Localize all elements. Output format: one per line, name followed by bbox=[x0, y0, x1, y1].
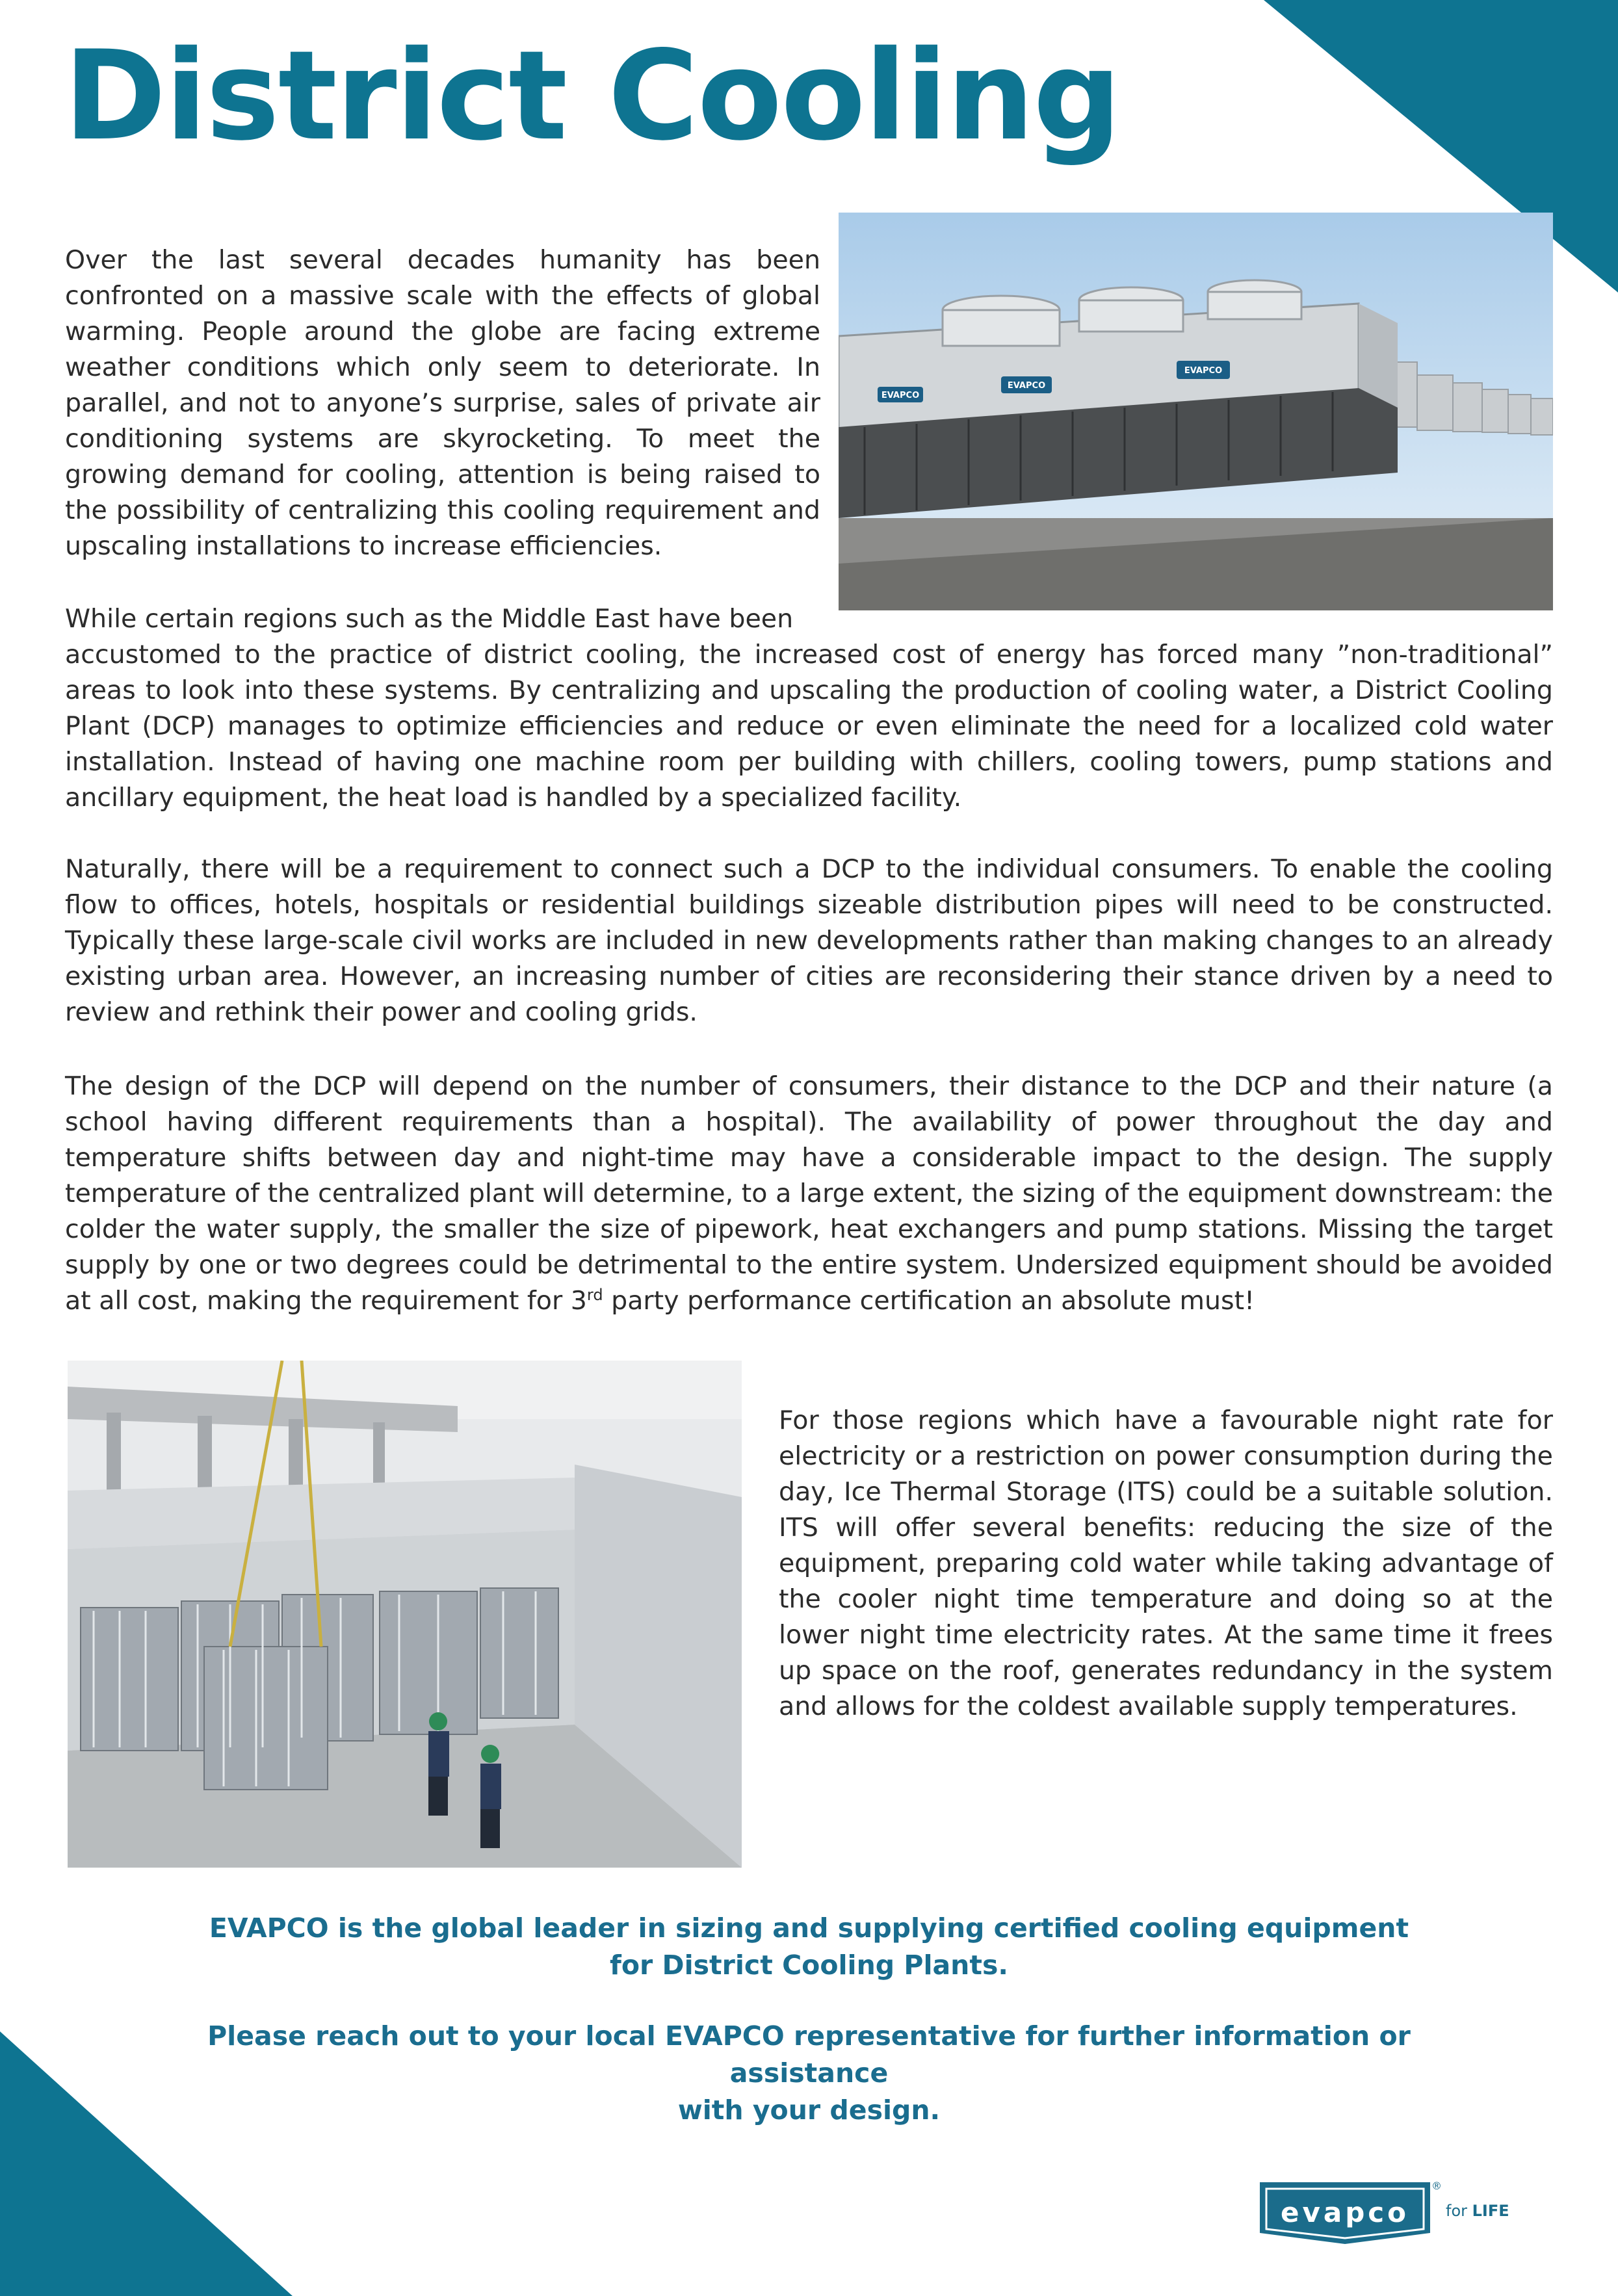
callout-line-2: for District Cooling Plants. bbox=[610, 1950, 1008, 1981]
callout-contact-statement bbox=[156, 2018, 1462, 2129]
evapco-tagline bbox=[1446, 2202, 1509, 2220]
page-title: District Cooling bbox=[64, 24, 1121, 168]
tower-plate-label-2: EVAPCO bbox=[1007, 381, 1046, 391]
district-cooling-paragraph: accustomed to the practice of district cooling, the increased cost of energy has forced many ”non-traditional” areas to look into these systems. By centralizing and upscaling the production of cooling water, a District Cooling Plant (DCP) manages to optimize efficiencies and reduce or even eliminate the need for a localized cold water installation. Instead of having one machine room per building with chillers, cooling towers, pump stations and ancillary equipment, the heat load is handled by a specialized facility. bbox=[65, 640, 1553, 813]
callout-line-1: EVAPCO is the global leader in sizing and supplying certified cooling equipment bbox=[209, 1912, 1409, 1944]
registered-mark: ® bbox=[1431, 2180, 1442, 2192]
ordinal-superscript: rd bbox=[586, 1285, 603, 1304]
dcp-design-paragraph bbox=[65, 1069, 1553, 1319]
cooling-towers-photo bbox=[839, 213, 1553, 610]
tower-plate-label-3: EVAPCO bbox=[1184, 366, 1223, 376]
callout-line-3: Please reach out to your local EVAPCO representative for further information or assistance bbox=[207, 2020, 1411, 2089]
intro-paragraph: Over the last several decades humanity has been confronted on a massive scale with the effects of global warming. People around the globe are facing extreme weather conditions which only seem to deteriorate. In parallel, and not to anyone’s surprise, sales of private air conditioning systems are skyrocketing. To meet the growing demand for cooling, attention is being raised to the possibility of centralizing this cooling requirement and upscaling installations to increase efficiencies. bbox=[65, 245, 820, 561]
dcp-connection-paragraph: Naturally, there will be a requirement to connect such a DCP to the individual consumers. To enable the cooling flow to offices, hotels, hospitals or residential buildings sizeable distribution pipes will need to be constructed. Typically these large-scale civil works are included in new developments rather than making changes to an already existing urban area. However, an increasing number of cities are reconsidering their stance driven by a need to review and rethink their power and cooling grids. bbox=[65, 854, 1553, 1027]
callout-line-4: with your design. bbox=[677, 2094, 941, 2126]
evapco-logo bbox=[1260, 2182, 1508, 2244]
tower-plate-label-1: EVAPCO bbox=[881, 391, 920, 400]
tagline-bold: LIFE bbox=[1472, 2202, 1509, 2220]
ice-thermal-storage-paragraph: For those regions which have a favourable night rate for electricity or a restriction on power consumption during the day, Ice Thermal Storage (ITS) could be a suitable solution. ITS will offer several benefits: reducing the size of the equipment, preparing cold water while taking advantage of the cooler night time temperature and doing so at the lower night time electricity rates. At the same time it frees up space on the roof, generates redundancy in the system and allows for the coldest available supply temperatures. bbox=[779, 1405, 1553, 1721]
callout-leader-statement bbox=[156, 1910, 1462, 1984]
evapco-wordmark: evapco bbox=[1280, 2197, 1410, 2228]
dcp-design-text: The design of the DCP will depend on the number of consumers, their distance to the DCP and their nature (a school having different requirements than a hospital). The availability of power throughout the day and temperature shifts between day and night-time may have a considerable impact to the design. The supply temperature of the centralized plant will determine, to a large extent, the sizing of the equipment downstream: the colder the water supply, the smaller the size of pipework, heat exchangers and pump stations. Missing the target supply by one or two degrees could be detrimental to the entire system. Undersized equipment should be avoided at all cost, making the requirement for 3 bbox=[65, 1071, 1553, 1316]
ice-storage-photo bbox=[68, 1361, 742, 1868]
tagline-prefix: for bbox=[1446, 2202, 1467, 2220]
dcp-design-text-end: party performance certification an absolute must! bbox=[603, 1286, 1255, 1316]
district-cooling-paragraph-lead: While certain regions such as the Middle East have been bbox=[65, 604, 794, 634]
